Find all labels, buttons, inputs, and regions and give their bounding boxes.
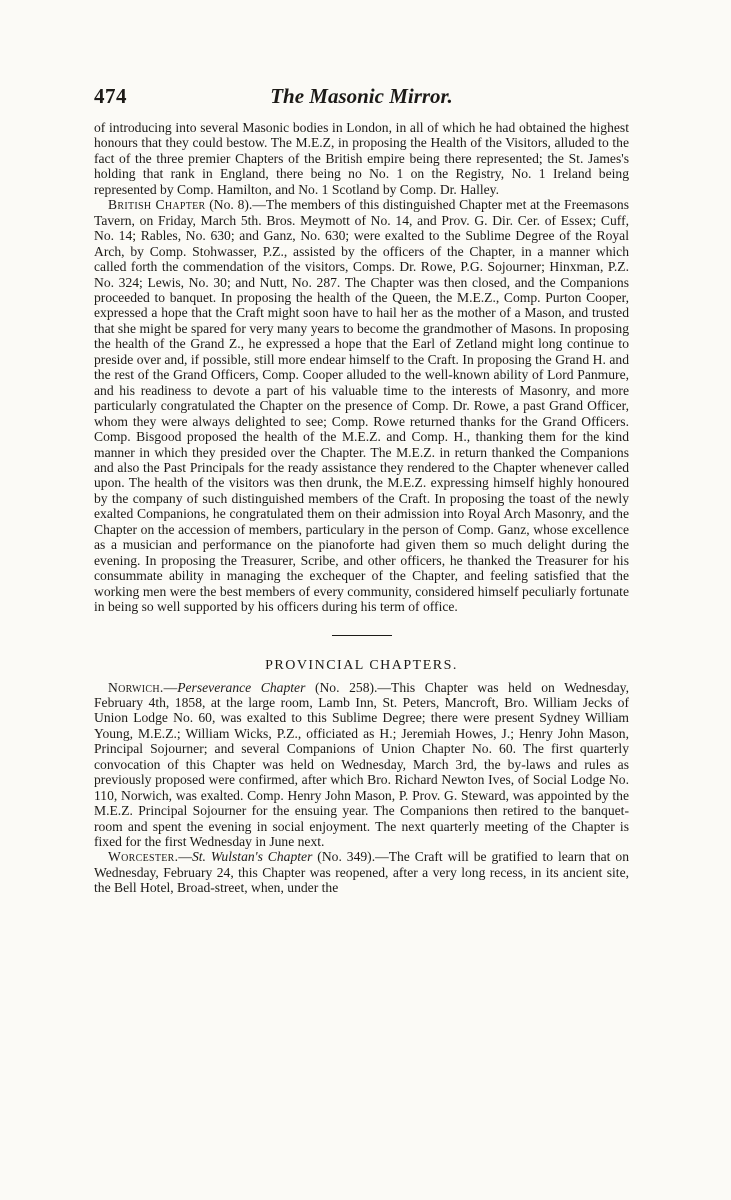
worcester-chapter-name: St. Wulstan's Chapter [191,849,313,865]
norwich-dash: — [163,679,178,695]
norwich-paragraph [94,680,629,850]
section-divider [332,635,392,636]
journal-title: The Masonic Mirror. [270,84,453,108]
norwich-text: (No. 258).—This Chapter was held on Wednesday, February 4th, 1858, at the large room, Lamb Inn, St. Peters, Mancroft, Bro. William Jecks of Union Lodge No. 60, was exalted to this Sublime Degree; there were present Sydney William Young, M.E.Z.; William Wicks, P.Z., officiated as H.; Jeremiah Howes, J.; Henry John Mason, Principal Sojourner; and several Companions of Union Chapter No. 60. The first quarterly convocation of this Chapter was held on Wednesday, March 3rd, the by-laws and rules as previously proposed were confirmed, after which Bro. Richard Newton Ives, of Social Lodge No. 110, Norwich, was exalted. Comp. Henry John Mason, P. Prov. G. Steward, was appointed by the M.E.Z. Principal Sojourner for the ensuing year. The Companions then retired to the banquet-room and spent the evening in social enjoyment. The next quarterly meeting of the Chapter is fixed for the first Wednesday in June next. [94,679,629,850]
continuation-paragraph: of introducing into several Masonic bodies in London, in all of which he had obtained the highest honours that they could bestow. The M.E.Z, in proposing the Health of the Visitors, alluded to the fact of the three premier Chapters of the British empire being there represented; the St. James's holding that rank in England, there being no No. 1 on the Registry, No. 1 Ireland being represented by Comp. Hamilton, and No. 1 Scotland by Comp. Dr. Halley. [94,120,629,197]
norwich-chapter-name: Perseverance Chapter [177,679,306,695]
page-number: 474 [94,84,127,108]
british-chapter-paragraph [94,197,629,614]
norwich-lead: Norwich. [108,679,164,695]
worcester-dash: — [178,849,192,865]
british-chapter-lead: British Chapter [108,197,206,213]
running-head [94,84,629,120]
worcester-paragraph [94,849,629,895]
british-chapter-text: (No. 8).—The members of this distinguished Chapter met at the Freemasons Tavern, on Friday, March 5th. Bros. Meymott of No. 14, and Prov. G. Dir. Cer. of Essex; Cuff, No. 14; Rables, No. 630; and Ganz, No. 630; were exalted to the Sublime Degree of the Royal Arch, by Comp. Stohwasser, P.Z., assisted by the officers of the Chapter, in a manner which called forth the commendation of the visitors, Comps. Dr. Rowe, P.G. Sojourner; Hinxman, P.Z. No. 324; Lewis, No. 30; and Nutt, No. 287. The Chapter was then closed, and the Companions proceeded to banquet. In proposing the health of the Queen, the M.E.Z., Comp. Purton Cooper, expressed a hope that the Craft might soon have to hail her as the mother of a Mason, and trusted that she might be spared for very many years to become the grandmother of Masons. In proposing the health of the Grand Z., he expressed a hope that the Earl of Zetland might long continue to preside over and, if possible, still more endear himself to the Craft. In proposing the Grand H. and the rest of the Grand Officers, Comp. Cooper alluded to the well-known ability of Lord Panmure, and his readiness to devote a part of his valuable time to the interests of Masonry, and more particularly congratulated the Chapter on the presence of Comp. Dr. Rowe, a past Grand Officer, whom they were always delighted to see; Comp. Rowe returned thanks for the Grand Officers. Comp. Bisgood proposed the health of the M.E.Z. and Comp. H., thanking them for the kind manner in which they presided over the Chapter. The M.E.Z. in return thanked the Companions and also the Past Principals for the ready assistance they rendered to the Chapter whenever called upon. The health of the visitors was then drunk, the M.E.Z. expressing himself highly honoured by the company of such distinguished members of the Craft. In proposing the toast of the newly exalted Companions, he congratulated them on their admission into Royal Arch Masonry, and the Chapter on the accession of members, particulary in the person of Comp. Ganz, whose excellence as a musician and performance on the pianoforte had given them so much delight during the evening. In proposing the Treasurer, Scribe, and other officers, he thanked the Treasurer for his consummate ability in managing the exchequer of the Chapter, and feeling satisfied that the working men were the best members of every community, considered himself peculiarly fortunate in being so well supported by his officers during his term of office. [94,197,629,615]
worcester-lead: Worcester. [108,849,179,865]
worcester-text: (No. 349).—The Craft will be gratified to learn that on Wednesday, February 24, this Chapter was reopened, after a very long recess, in its ancient site, the Bell Hotel, Broad-street, when, under the [94,849,629,896]
provincial-chapters-heading: PROVINCIAL CHAPTERS. [265,657,458,673]
page [0,84,731,1200]
